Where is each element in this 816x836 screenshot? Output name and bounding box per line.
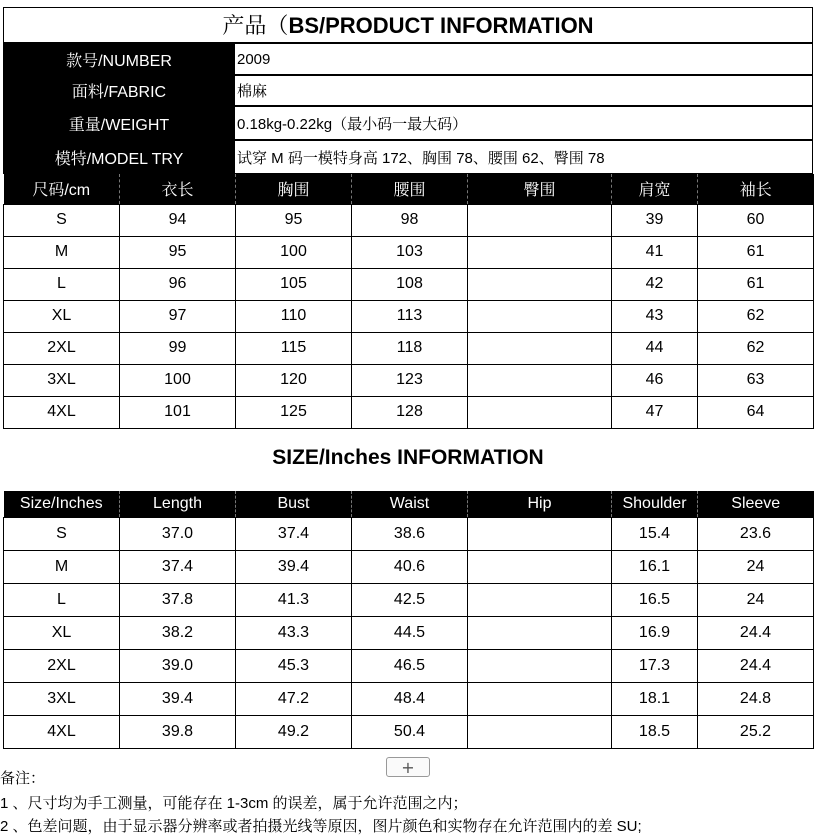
column-header: Size/Inches — [4, 491, 120, 517]
table-row — [4, 396, 814, 428]
table-cell: 47.2 — [236, 682, 352, 715]
title-main: BS/PRODUCT INFORMATION — [288, 13, 594, 38]
table-cell: 115 — [236, 332, 352, 364]
table-cell: 62 — [698, 300, 814, 332]
table-cell: 24.8 — [698, 682, 814, 715]
table-cell — [468, 517, 612, 550]
table-cell — [468, 550, 612, 583]
table-cell: 39.0 — [120, 649, 236, 682]
table-cell: 45.3 — [236, 649, 352, 682]
size-cell: 3XL — [4, 682, 120, 715]
table-cell: 62 — [698, 332, 814, 364]
table-cell: 64 — [698, 396, 814, 428]
size-cell: 3XL — [4, 364, 120, 396]
product-info-title — [3, 7, 813, 43]
table-header-row — [4, 491, 814, 517]
table-cell: 24 — [698, 583, 814, 616]
table-cell: 16.5 — [612, 583, 698, 616]
table-cell: 108 — [352, 268, 468, 300]
table-row — [4, 236, 814, 268]
inches-title: SIZE/Inches INFORMATION — [272, 446, 544, 469]
add-row-button[interactable]: + — [386, 757, 430, 777]
table-cell: 24.4 — [698, 649, 814, 682]
table-cell: 38.2 — [120, 616, 236, 649]
table-cell: 60 — [698, 204, 814, 236]
column-header: 衣长 — [120, 174, 236, 204]
table-cell: 37.0 — [120, 517, 236, 550]
table-cell: 118 — [352, 332, 468, 364]
size-cell: 4XL — [4, 396, 120, 428]
column-header: Sleeve — [698, 491, 814, 517]
table-cell: 37.4 — [236, 517, 352, 550]
table-cell: 123 — [352, 364, 468, 396]
column-header: Bust — [236, 491, 352, 517]
table-cell: 15.4 — [612, 517, 698, 550]
table-cell: 23.6 — [698, 517, 814, 550]
table-row — [4, 715, 814, 748]
table-row — [4, 682, 814, 715]
table-cell: 96 — [120, 268, 236, 300]
table-cell: 40.6 — [352, 550, 468, 583]
table-cell: 37.4 — [120, 550, 236, 583]
table-cell — [468, 583, 612, 616]
table-cell: 37.8 — [120, 583, 236, 616]
size-table-inches — [3, 491, 814, 749]
table-cell: 18.5 — [612, 715, 698, 748]
info-row-number — [3, 43, 813, 75]
table-cell — [468, 204, 612, 236]
table-cell: 101 — [120, 396, 236, 428]
table-cell: 113 — [352, 300, 468, 332]
table-cell: 48.4 — [352, 682, 468, 715]
table-cell: 95 — [236, 204, 352, 236]
table-row — [4, 583, 814, 616]
table-cell: 47 — [612, 396, 698, 428]
column-header: 袖长 — [698, 174, 814, 204]
info-label: 模特/MODEL TRY — [3, 140, 235, 174]
size-cell: L — [4, 268, 120, 300]
info-value: 0.18kg-0.22kg（最小码一最大码） — [235, 106, 813, 140]
table-row — [4, 649, 814, 682]
column-header: Waist — [352, 491, 468, 517]
column-header: Length — [120, 491, 236, 517]
table-cell: 39.4 — [120, 682, 236, 715]
table-cell: 16.1 — [612, 550, 698, 583]
table-cell: 63 — [698, 364, 814, 396]
table-cell: 46.5 — [352, 649, 468, 682]
table-cell: 128 — [352, 396, 468, 428]
table-cell: 39 — [612, 204, 698, 236]
table-cell: 44.5 — [352, 616, 468, 649]
table-cell: 43.3 — [236, 616, 352, 649]
table-row — [4, 332, 814, 364]
column-header: 腰围 — [352, 174, 468, 204]
table-cell: 61 — [698, 236, 814, 268]
table-row — [4, 517, 814, 550]
table-cell: 46 — [612, 364, 698, 396]
table-row — [4, 364, 814, 396]
table-cell — [468, 682, 612, 715]
table-cell: 42.5 — [352, 583, 468, 616]
table-cell: 125 — [236, 396, 352, 428]
table-cell: 105 — [236, 268, 352, 300]
table-cell — [468, 268, 612, 300]
column-header: 胸围 — [236, 174, 352, 204]
table-header-row — [4, 174, 814, 204]
info-label: 面料/FABRIC — [3, 75, 235, 106]
size-cell: S — [4, 204, 120, 236]
title-prefix: 产品（ — [222, 14, 289, 39]
table-cell: 39.8 — [120, 715, 236, 748]
note-item: 2 、色差问题，由于显示器分辨率或者拍摄光线等原因，图片颜色和实物存在允许范围内的差 SU; — [0, 818, 642, 835]
table-cell: 50.4 — [352, 715, 468, 748]
table-cell — [468, 649, 612, 682]
size-cell: 2XL — [4, 649, 120, 682]
table-row — [4, 616, 814, 649]
table-cell — [468, 616, 612, 649]
table-cell: 44 — [612, 332, 698, 364]
size-cell: M — [4, 236, 120, 268]
info-label: 重量/WEIGHT — [3, 106, 235, 140]
table-cell: 97 — [120, 300, 236, 332]
size-cell: XL — [4, 300, 120, 332]
size-table-cm — [3, 174, 814, 429]
table-cell — [468, 332, 612, 364]
size-cell: S — [4, 517, 120, 550]
table-cell — [468, 236, 612, 268]
table-cell: 24 — [698, 550, 814, 583]
table-cell: 99 — [120, 332, 236, 364]
info-row-weight — [3, 106, 813, 140]
column-header: Shoulder — [612, 491, 698, 517]
size-cell: M — [4, 550, 120, 583]
table-cell — [468, 300, 612, 332]
table-cell: 61 — [698, 268, 814, 300]
table-row — [4, 300, 814, 332]
table-cell: 100 — [236, 236, 352, 268]
column-header: 臀围 — [468, 174, 612, 204]
table-cell: 18.1 — [612, 682, 698, 715]
table-cell: 42 — [612, 268, 698, 300]
info-row-model — [3, 140, 813, 174]
table-row — [4, 268, 814, 300]
info-value: 2009 — [235, 43, 813, 75]
column-header: Hip — [468, 491, 612, 517]
size-cell: L — [4, 583, 120, 616]
table-cell: 38.6 — [352, 517, 468, 550]
table-body — [4, 517, 814, 748]
size-cell: XL — [4, 616, 120, 649]
table-cell: 41.3 — [236, 583, 352, 616]
info-value: 棉麻 — [235, 75, 813, 106]
table-cell: 24.4 — [698, 616, 814, 649]
table-cell — [468, 364, 612, 396]
table-cell: 98 — [352, 204, 468, 236]
table-cell: 39.4 — [236, 550, 352, 583]
table-cell: 49.2 — [236, 715, 352, 748]
table-cell: 41 — [612, 236, 698, 268]
size-cell: 4XL — [4, 715, 120, 748]
table-cell: 94 — [120, 204, 236, 236]
column-header: 肩宽 — [612, 174, 698, 204]
table-cell: 25.2 — [698, 715, 814, 748]
table-cell: 95 — [120, 236, 236, 268]
table-cell — [468, 396, 612, 428]
table-cell — [468, 715, 612, 748]
table-row — [4, 550, 814, 583]
info-label: 款号/NUMBER — [3, 43, 235, 75]
notes-heading: 备注： — [0, 770, 46, 787]
note-item: 1 、尺寸均为手工测量，可能存在 1-3cm 的误差，属于允许范围之内； — [0, 795, 468, 812]
table-cell: 43 — [612, 300, 698, 332]
column-header: 尺码/cm — [4, 174, 120, 204]
table-row — [4, 204, 814, 236]
table-cell: 17.3 — [612, 649, 698, 682]
table-cell: 16.9 — [612, 616, 698, 649]
size-cell: 2XL — [4, 332, 120, 364]
info-value: 试穿 M 码一模特身高 172、胸围 78、腰围 62、臀围 78 — [235, 140, 813, 174]
info-row-fabric — [3, 75, 813, 106]
table-cell: 103 — [352, 236, 468, 268]
table-body — [4, 204, 814, 428]
table-cell: 100 — [120, 364, 236, 396]
table-cell: 110 — [236, 300, 352, 332]
table-cell: 120 — [236, 364, 352, 396]
